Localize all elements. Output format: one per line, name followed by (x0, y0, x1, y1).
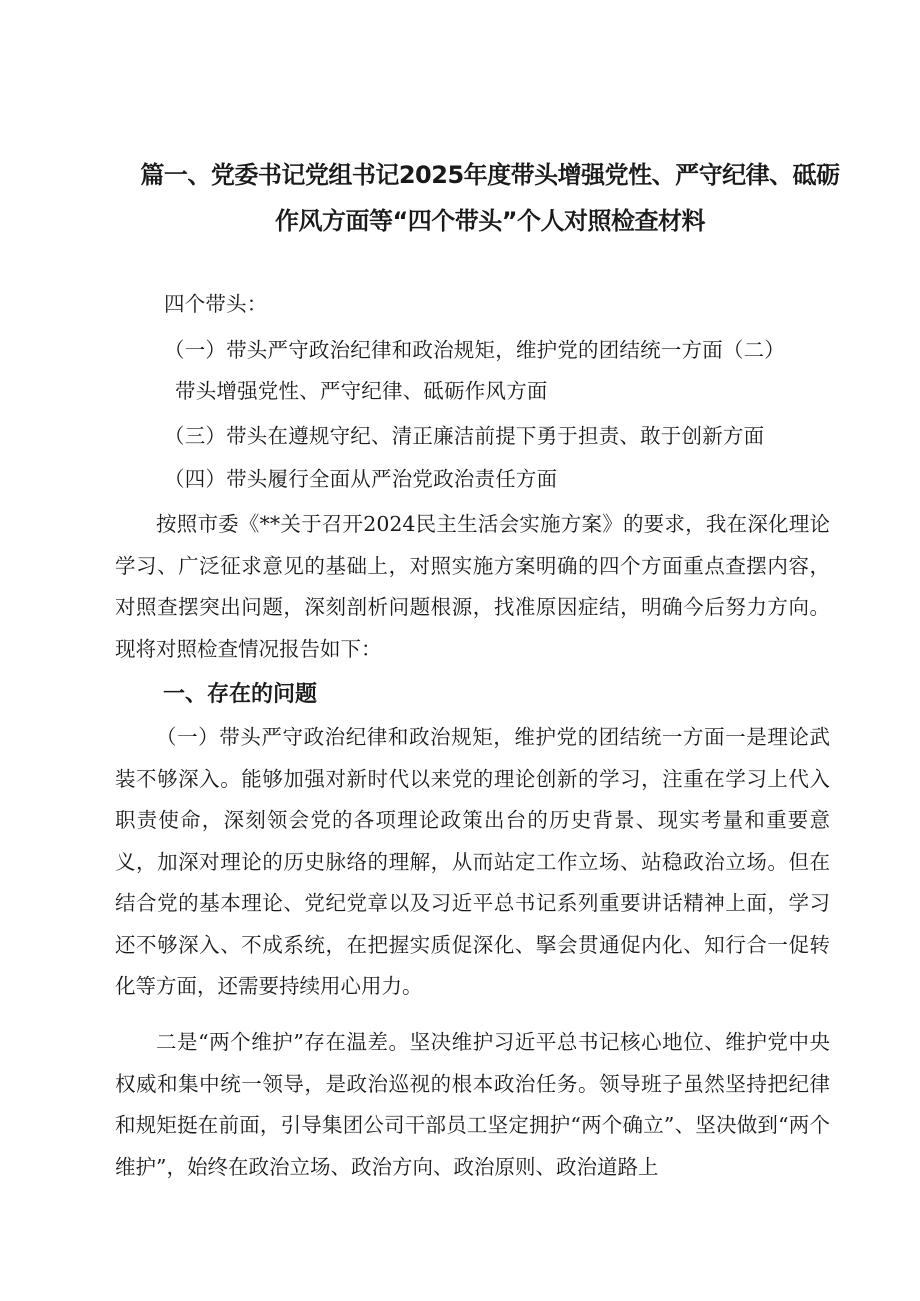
preface-paragraph: 按照市委《**关于召开2024民主生活会实施方案》的要求，我在深化理论学习、广泛征求意见的基础上，对照实施方案明确的四个方面重点查摆内容，对照查摆突出问题，深刻剖析问题根源，找准原因症结，明确今后努力方向。现将对照检查情况报告如下： (115, 512, 830, 661)
section-heading-problems: 一、存在的问题 (163, 682, 318, 707)
title-line-2: 作风方面等“四个带头”个人对照检查材料 (274, 207, 706, 235)
item-one-continuation: 带头增强党性、严守纪律、砥砺作风方面 (175, 379, 548, 403)
problems-paragraph-2: 二是“两个维护”存在温差。坚决维护习近平总书记核心地位、维护党中央权威和集中统一领导，是政治巡视的根本政治任务。领导班子虽然坚持把纪律和规矩挺在前面，引导集团公司干部员工坚定拥护“两个确立”、坚决做到“两个维护”，始终在政治立场、政治方向、政治原则、政治道路上 (115, 1030, 830, 1179)
item-one-line: （一）带头严守政治纪律和政治规矩，维护党的团结统一方面（二） (164, 338, 785, 362)
title-line-1: 篇一、党委书记党组书记2025年度带头增强党性、严守纪律、砥砺 (140, 161, 840, 189)
intro-label: 四个带头： (164, 292, 268, 316)
item-three-line: （三）带头在遵规守纪、清正廉洁前提下勇于担责、敢于创新方面 (164, 424, 765, 448)
item-four-line: （四）带头履行全面从严治党政治责任方面 (164, 467, 558, 491)
document-title (140, 152, 840, 244)
problems-paragraph-1: （一）带头严守政治纪律和政治规矩，维护党的团结统一方面一是理论武装不够深入。能够加强对新时代以来党的理论创新的学习，注重在学习上代入职责使命，深刻领会党的各项理论政策出台的历史背景、现实考量和重要意义，加深对理论的历史脉络的理解，从而站定工作立场、站稳政治立场。但在结合党的基本理论、党纪党章以及习近平总书记系列重要讲话精神上面，学习还不够深入、不成系统，在把握实质促深化、掔会贯通促内化、知行合一促转化等方面，还需要持续用心用力。 (115, 725, 830, 998)
